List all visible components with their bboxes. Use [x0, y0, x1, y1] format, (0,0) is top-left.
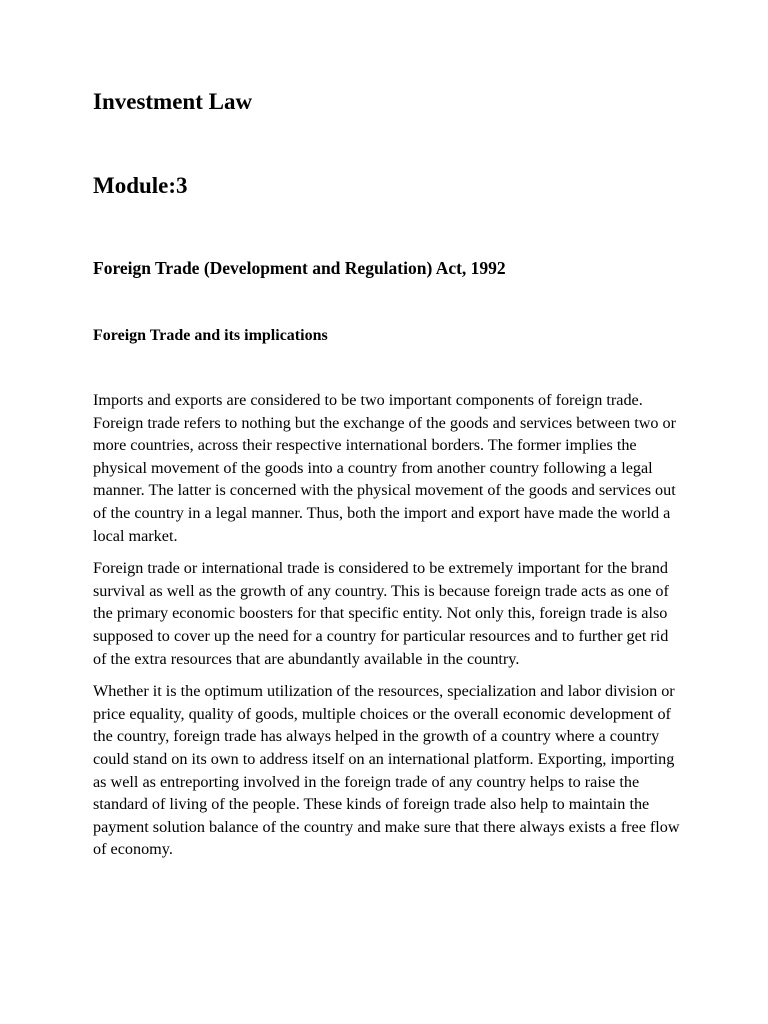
document-body: [93, 389, 683, 871]
paragraph-2: Foreign trade or international trade is considered to be extremely important for the brand survival as well as the growth of any country. This is because foreign trade acts as one of the primary economic boosters for that specific entity. Not only this, foreign trade is also supposed to cover up the need for a country for particular resources and to further get rid of the extra resources that are abundantly available in the country.: [93, 559, 669, 668]
act-heading: Foreign Trade (Development and Regulation) Act, 1992: [93, 258, 506, 278]
paragraph-3: Whether it is the optimum utilization of the resources, specialization and labor division or price equality, quality of goods, multiple choices or the overall economic development of the country, foreign trade has always helped in the growth of a country where a country could stand on its own to address itself on an international platform. Exporting, importing as well as entreporting involved in the foreign trade of any country helps to raise the standard of living of the people. These kinds of foreign trade also help to maintain the payment solution balance of the country and make sure that there always exists a free flow of economy.: [93, 682, 680, 859]
section-heading: Foreign Trade and its implications: [93, 327, 328, 344]
module-heading: Module:3: [93, 173, 188, 198]
paragraph-1: Imports and exports are considered to be two important components of foreign trade. Foreign trade refers to nothing but the exchange of the goods and services between two or more countries, across their respective international borders. The former implies the physical movement of the goods into a country from another country following a legal manner. The latter is concerned with the physical movement of the goods and services out of the country in a legal manner. Thus, both the import and export have made the world a local market.: [93, 391, 677, 545]
document-title: Investment Law: [93, 89, 253, 114]
